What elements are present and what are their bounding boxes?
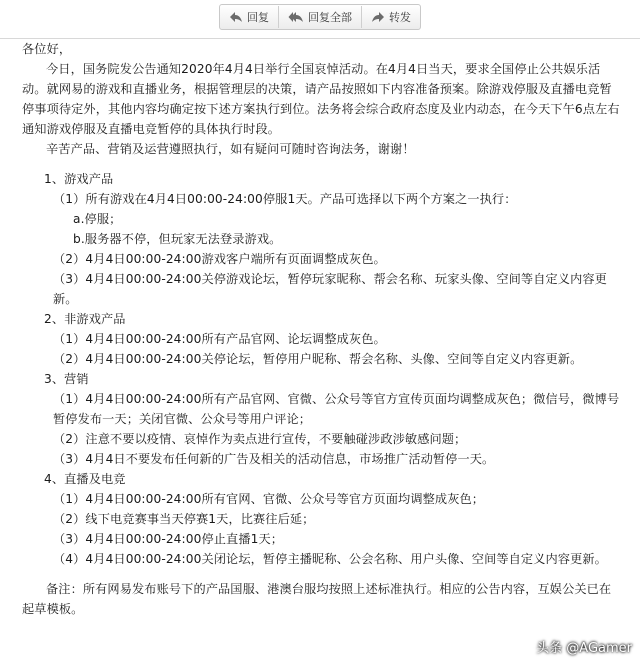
reply-button[interactable] <box>220 6 278 28</box>
list-subitem: a.停服； <box>73 212 122 226</box>
reply-icon <box>229 11 243 23</box>
list-item: （3）4月4日不要发布任何新的广告及相关的活动信息，市场推广活动暂停一天。 <box>53 452 495 466</box>
list-item: （1）所有游戏在4月4日00:00-24:00停服1天。产品可选择以下两个方案之一执行： <box>53 192 517 206</box>
forward-icon <box>371 11 385 23</box>
list-item: （1）4月4日00:00-24:00所有产品官网、论坛调整成灰色。 <box>53 332 386 346</box>
intro-paragraph: 今日，国务院发公告通知2020年4月4日举行全国哀悼活动。在4月4日当天，要求全国停止公共娱乐活动。就网易的游戏和直播业务，根据管理层的决策，请产品按照如下内容准备预案。除游戏停服及直播电竞暂停事项待定外，其他内容均确定按下述方案执行到位。法务将会综合政府态度及业内动态，在今天下午6点左右通知游戏停服及直播电竞暂停的具体执行时段。 <box>22 62 620 136</box>
greeting: 各位好， <box>22 42 72 56</box>
forward-label: 转发 <box>389 11 411 24</box>
reply-all-button[interactable] <box>278 6 361 28</box>
email-body <box>0 38 640 672</box>
list-item: （1）4月4日00:00-24:00所有产品官网、官微、公众号等官方宣传页面均调整成灰色；微信号，微博号暂停发布一天；关闭官微、公众号等用户评论； <box>53 392 620 426</box>
watermark <box>523 637 632 656</box>
watermark-text: 头条 @AGamer <box>536 641 632 656</box>
watermark-logo-icon <box>523 642 533 652</box>
section-title: 4、直播及电竞 <box>44 472 126 486</box>
list-item: （1）4月4日00:00-24:00所有官网、官微、公众号等官方页面均调整成灰色； <box>53 492 485 506</box>
list-item: （4）4月4日00:00-24:00关闭论坛，暂停主播昵称、公会名称、用户头像、空间等自定义内容更新。 <box>53 552 607 566</box>
forward-button[interactable] <box>361 6 420 28</box>
list-item: （3）4月4日00:00-24:00停止直播1天； <box>53 532 284 546</box>
reply-all-label: 回复全部 <box>308 11 352 24</box>
list-item: （2）线下电竞赛事当天停赛1天，比赛往后延； <box>53 512 315 526</box>
section-title: 2、非游戏产品 <box>44 312 126 326</box>
list-item: （2）注意不要以疫情、哀悼作为卖点进行宣传，不要触碰涉政涉敏感问题； <box>53 432 467 446</box>
section-title: 3、营销 <box>44 372 89 386</box>
list-subitem: b.服务器不停，但玩家无法登录游戏。 <box>73 232 282 246</box>
section-title: 1、游戏产品 <box>44 172 114 186</box>
list-item: （2）4月4日00:00-24:00关停论坛，暂停用户昵称、帮会名称、头像、空间等自定义内容更新。 <box>53 352 583 366</box>
list-item: （3）4月4日00:00-24:00关停游戏论坛，暂停玩家昵称、帮会名称、玩家头像、空间等自定义内容更新。 <box>53 272 607 306</box>
email-toolbar <box>0 4 640 30</box>
list-item: （2）4月4日00:00-24:00游戏客户端所有页面调整成灰色。 <box>53 252 386 266</box>
reply-all-icon <box>288 11 304 23</box>
action-button-group <box>219 4 421 30</box>
note-paragraph: 备注：所有网易发布账号下的产品国服、港澳台服均按照上述标准执行。相应的公告内容，互娱公关已在起草模板。 <box>22 582 612 616</box>
thanks-paragraph: 辛苦产品、营销及运营遵照执行，如有疑问可随时咨询法务，谢谢！ <box>46 142 415 156</box>
spacer <box>22 569 622 579</box>
email-text <box>22 39 622 619</box>
reply-label: 回复 <box>247 11 269 24</box>
spacer <box>22 159 622 169</box>
